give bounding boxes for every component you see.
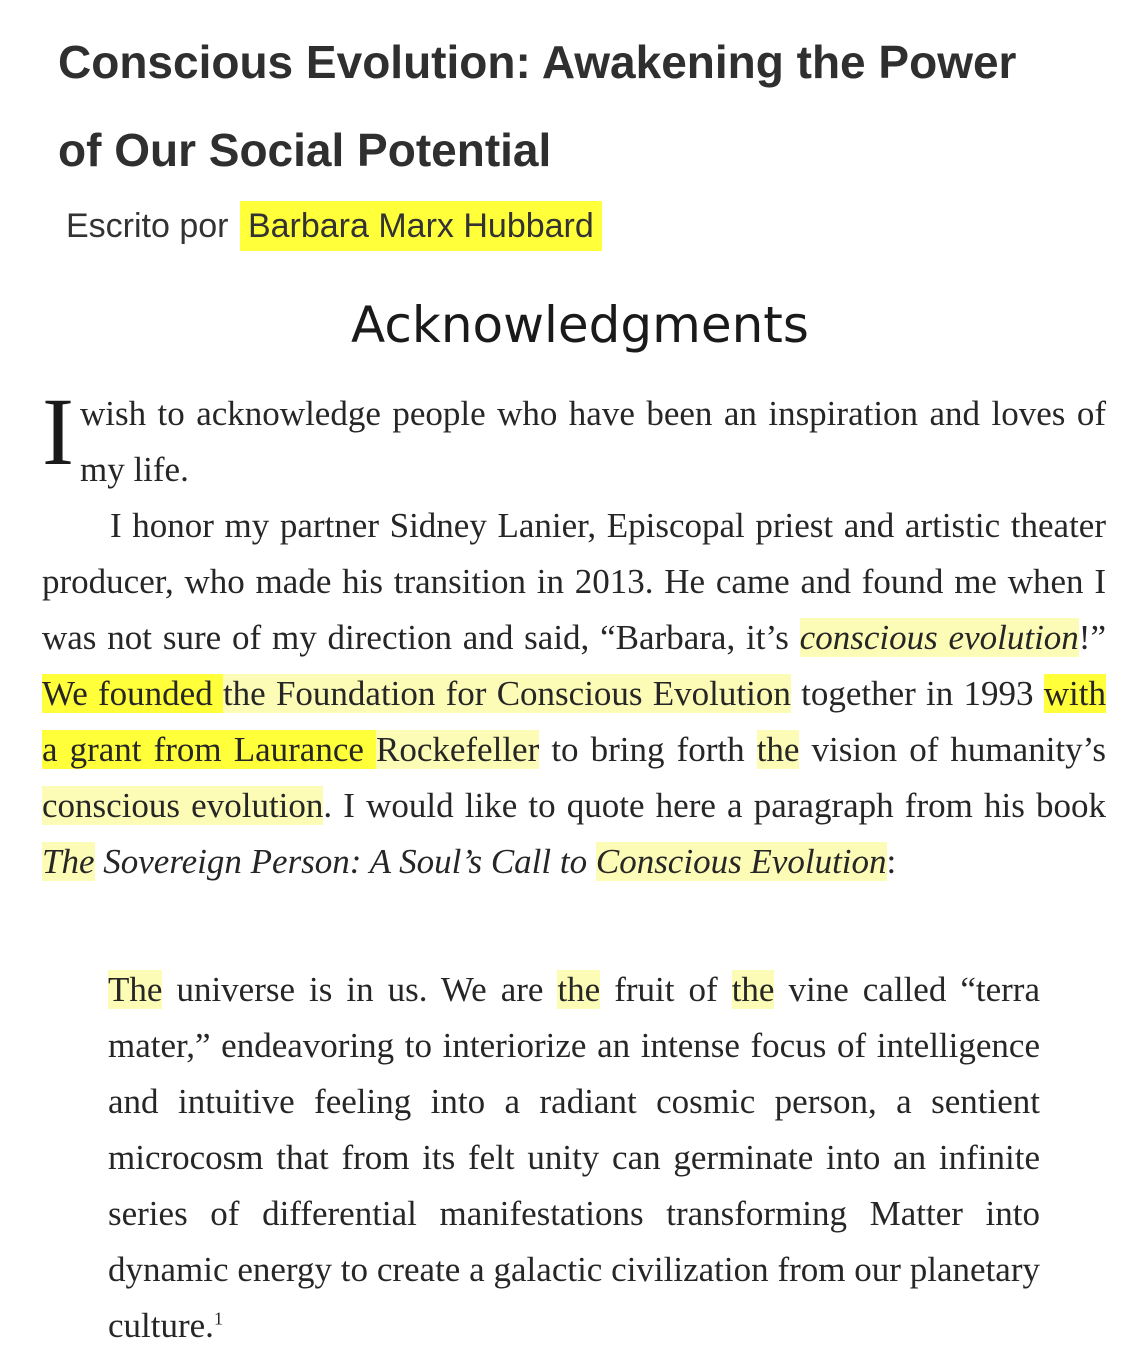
highlight-soft: The — [108, 970, 163, 1009]
text-segment: together in 1993 — [790, 674, 1044, 713]
highlight-soft: conscious evolution — [42, 786, 324, 825]
paragraph-intro — [42, 378, 1106, 498]
book-title-highlight: Conscious Evolution — [595, 842, 887, 881]
highlight-soft: conscious evolution — [799, 618, 1079, 657]
text-segment: : — [886, 842, 897, 881]
book-title-text: Sovereign Person: A Soul’s Call to — [94, 842, 596, 881]
quote-segment: vine called “terra mater,” endeavoring to interiorize an intense focus of intelligence and intuitive feeling into a radiant cosmic person, a sentient microcosm that from its felt unity can germinate into an infinite series of differential manifestations transforming Matter into dynamic energy to create a galactic civilization from our planetary culture. — [108, 970, 1040, 1345]
highlight-soft: Rockefeller — [375, 730, 540, 769]
highlight-soft: the — [731, 970, 775, 1009]
book-title: Conscious Evolution: Awakening the Power of Our Social Potential — [58, 36, 1017, 176]
quote-segment: fruit of — [600, 970, 732, 1009]
highlight-soft: the Foundation for Conscious Evolution — [222, 674, 791, 713]
byline — [66, 196, 602, 256]
text-segment: !” — [1078, 618, 1106, 657]
block-quote — [108, 962, 1040, 1354]
text-segment: I honor my partner Sidney Lanier, Episcopal priest and artistic theater producer, who made his transition in 2013. He came and found me when I was not sure of my direction and said, “Barbara, it’s — [42, 506, 1106, 657]
highlight-strong: with a grant from Laurance — [42, 674, 1106, 769]
text-segment: to bring forth — [539, 730, 757, 769]
paragraph-partner — [42, 498, 1106, 890]
body-text — [42, 378, 1106, 890]
quote-segment: universe is in us. We are — [162, 970, 558, 1009]
chapter-heading: Acknowledgments — [351, 296, 809, 354]
drop-cap: I — [42, 378, 74, 485]
book-title-highlight: The — [42, 842, 95, 881]
author-link[interactable]: Barbara Marx Hubbard — [240, 201, 602, 251]
text-segment: . I would like to quote here a paragraph from his book — [323, 786, 1106, 825]
highlight-soft: the — [756, 730, 800, 769]
text-segment: vision of humanity’s — [799, 730, 1106, 769]
footnote-marker: 1 — [213, 1308, 223, 1329]
intro-text: wish to acknowledge people who have been an inspiration and loves of my life. — [79, 394, 1106, 489]
highlight-strong: We founded — [42, 674, 223, 713]
highlight-soft: the — [557, 970, 601, 1009]
byline-prefix: Escrito por — [66, 207, 229, 245]
